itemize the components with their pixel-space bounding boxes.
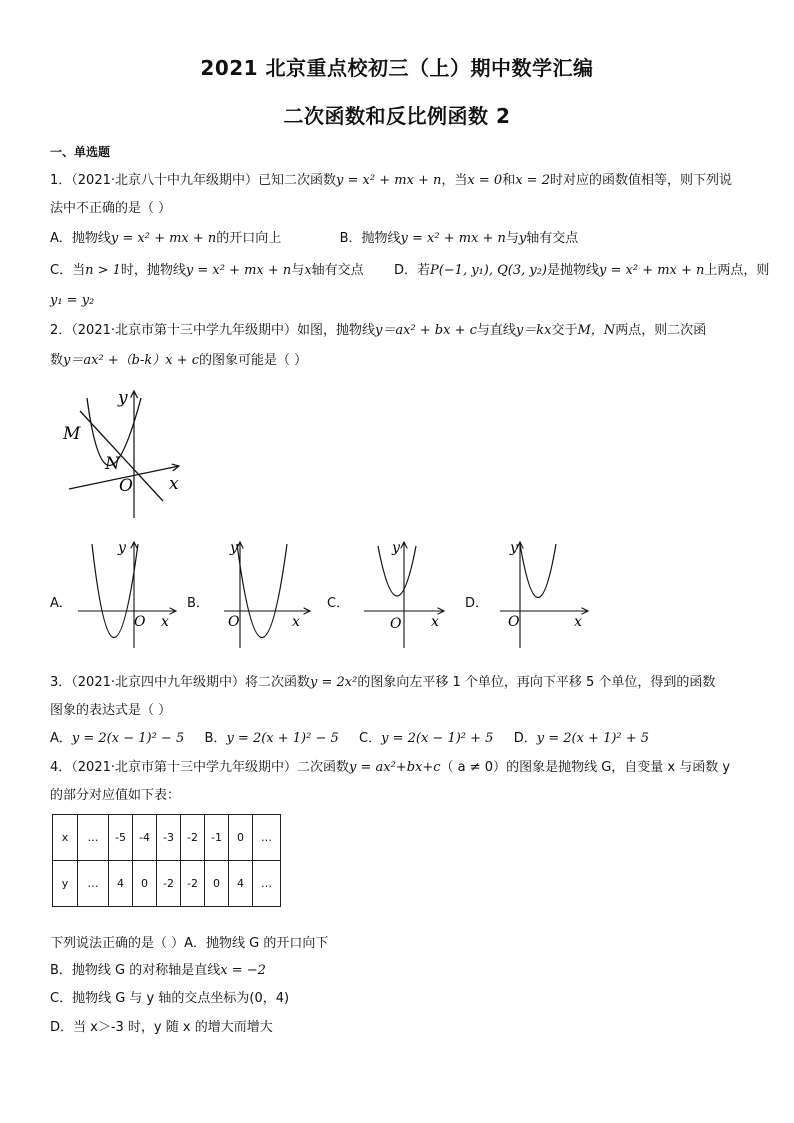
label-N: N: [105, 454, 120, 474]
label-O: O: [119, 476, 133, 496]
q4-option-b[interactable]: B．抛物线 G 的对称轴是直线x = −2: [50, 963, 266, 978]
q1-source: （2021·北京八十中九年级期中）: [71, 173, 258, 188]
q1-option-d-conclusion: y₁ = y₂: [50, 293, 95, 308]
svg-text:x: x: [431, 614, 439, 630]
q1-option-b: B．抛物线y = x² + mx + n与y轴有交点: [339, 231, 579, 246]
q3-option-d[interactable]: D．y = 2(x + 1)² + 5: [513, 731, 650, 746]
label-x: x: [169, 474, 179, 494]
q3-line2: 图象的表达式是（ ）: [50, 703, 172, 718]
parabola: [92, 544, 138, 638]
q1-option-d: D．若P(−1, y₁), Q(3, y₂)是抛物线y = x² + mx + n上两点，则: [393, 263, 770, 278]
svg-text:x: x: [292, 614, 300, 630]
table-row-y: y … 4 0 -2 -2 0 4 …: [53, 861, 281, 907]
q4-line1: 4．（2021·北京市第十三中学九年级期中）二次函数y = ax²+bx+c（ a ≠ 0）的图象是抛物线 G，自变量 x 与函数 y: [50, 760, 731, 775]
svg-text:O: O: [390, 616, 402, 632]
q4-line2: 的部分对应值如下表：: [50, 788, 181, 803]
q1-options-cd: [50, 262, 769, 280]
svg-text:y: y: [118, 540, 126, 556]
svg-text:x: x: [574, 614, 582, 630]
q1-line1: 1．（2021·北京八十中九年级期中）已知二次函数y = x² + mx + n，当x = 0和x = 2时对应的函数值相等，则下列说: [50, 173, 732, 188]
svg-text:y: y: [230, 540, 238, 556]
q3-options: [50, 730, 649, 748]
q1-line2: 法中不正确的是（ ）: [50, 201, 172, 216]
q1-number: 1．: [50, 173, 72, 188]
q1-option-a: A．抛物线y = x² + mx + n的开口向上: [50, 231, 282, 246]
q4-value-table: [52, 814, 281, 907]
label-M: M: [63, 424, 81, 444]
section-heading: 一、单选题: [50, 145, 111, 159]
table-row-x: x … -5 -4 -3 -2 -1 0 …: [53, 815, 281, 861]
q4-option-c[interactable]: C．抛物线 G 与 y 轴的交点坐标为(0，4): [50, 991, 290, 1006]
q2-source: （2021·北京市第十三中学九年级期中）: [71, 323, 297, 338]
q2-option-b-letter[interactable]: B．: [187, 596, 209, 611]
svg-text:O: O: [508, 614, 520, 630]
q4-source: （2021·北京市第十三中学九年级期中）: [71, 760, 297, 775]
q3-number: 3．: [50, 675, 72, 690]
svg-text:y: y: [510, 540, 518, 556]
svg-text:O: O: [134, 614, 146, 630]
page-subtitle: 二次函数和反比例函数 2: [283, 104, 511, 128]
q3-option-c[interactable]: C．y = 2(x − 1)² + 5: [359, 731, 494, 746]
q1-options-ab: [50, 230, 578, 248]
q2-line2: 数y＝ax² +（b-k）x + c的图象可能是（ ）: [50, 353, 308, 368]
q1-function: y = x² + mx + n: [336, 173, 442, 188]
q2-number: 2．: [50, 323, 72, 338]
svg-text:x: x: [161, 614, 169, 630]
q2-option-b-graph[interactable]: [222, 536, 332, 651]
q3-line1: 3．（2021·北京四中九年级期中）将二次函数y = 2x²的图象向左平移 1 个单位，再向下平移 5 个单位，得到的函数: [50, 675, 716, 690]
q1-option-c: C．当n > 1时，抛物线y = x² + mx + n与x轴有交点: [50, 263, 364, 278]
page-title: 2021 北京重点校初三（上）期中数学汇编: [200, 56, 594, 80]
q2-option-d-graph[interactable]: [498, 536, 608, 651]
q2-option-d-letter[interactable]: D．: [465, 596, 489, 611]
q3-source: （2021·北京四中九年级期中）: [71, 675, 245, 690]
q4-prompt-and-option-a: 下列说法正确的是（ ）A．抛物线 G 的开口向下: [50, 936, 329, 951]
q2-option-a-letter[interactable]: A．: [50, 596, 72, 611]
q4-option-d[interactable]: D．当 x＞-3 时，y 随 x 的增大而增大: [50, 1020, 273, 1035]
q2-option-c-letter[interactable]: C．: [327, 596, 350, 611]
svg-text:O: O: [228, 614, 240, 630]
label-y: y: [118, 388, 128, 408]
svg-text:y: y: [392, 540, 400, 556]
q4-number: 4．: [50, 760, 72, 775]
q2-line1: 2．（2021·北京市第十三中学九年级期中）如图，抛物线y＝ax² + bx + c与直线y＝kx交于M，N两点，则二次函: [50, 323, 707, 338]
q2-option-a-graph[interactable]: [72, 536, 182, 651]
q3-option-a[interactable]: A．y = 2(x − 1)² − 5: [50, 731, 185, 746]
parabola: [237, 544, 287, 638]
q3-option-b[interactable]: B．y = 2(x + 1)² − 5: [204, 731, 339, 746]
parabola: [520, 544, 556, 598]
q2-option-c-graph[interactable]: [362, 536, 472, 651]
q2-main-figure: [55, 383, 195, 523]
